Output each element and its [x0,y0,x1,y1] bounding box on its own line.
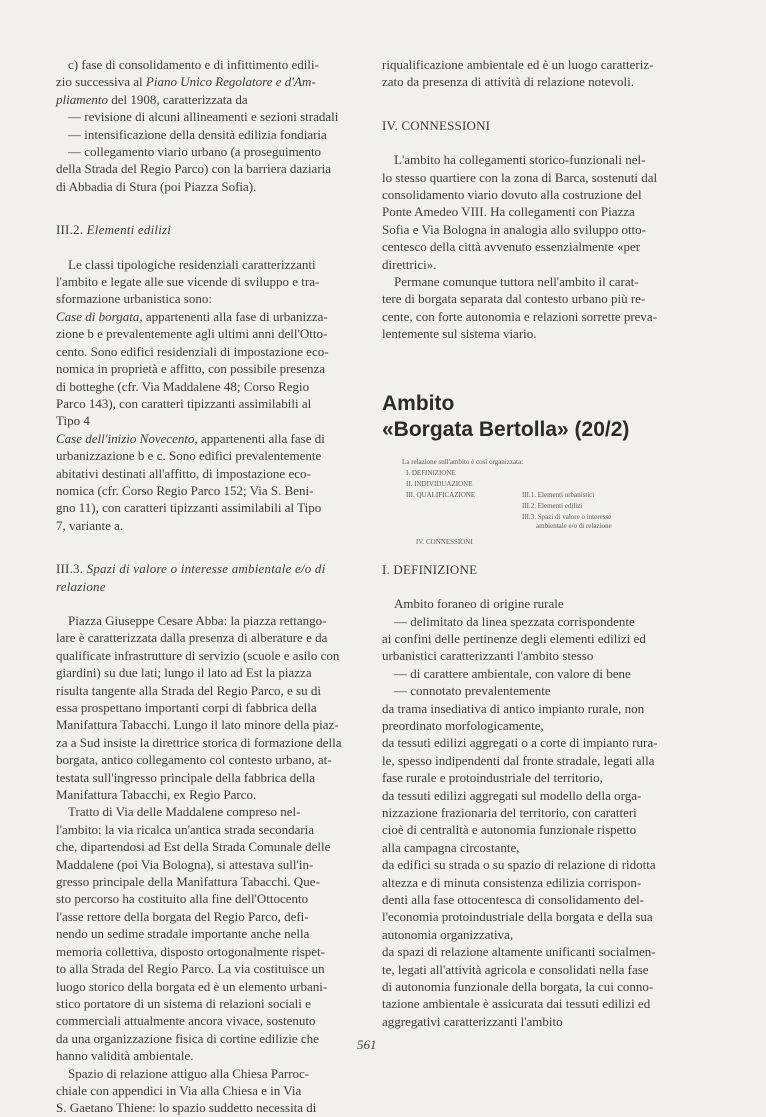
toc-item: III.3. Spazi di valore o interesse [522,512,612,521]
text-line: centesco della città avvenuto essenzialmente «per [382,239,641,255]
text-line: da edifici su strada o su spazio di relazione di ridotta [382,857,656,873]
text-line: Manifattura Tabacchi. Lungo il lato minore della piaz- [56,717,339,733]
text-line: gno 11), con caratteri tipizzanti assimilabili al Tipo [56,500,322,516]
section-heading-iii3-cont: relazione [56,578,106,594]
text-line: l'economia protoindustriale della borgata e della sua [382,909,653,925]
text-line: L'ambito ha collegamenti storico-funzionali nel- [394,152,646,168]
toc-item: III.1. Elementi urbanistici [522,490,595,499]
text-line: Parco 143), con caratteri tipizzanti assimilabili al [56,395,312,411]
iv-text [382,151,672,342]
text-line: tere di borgata separata dal contesto urbano più re- [382,291,646,307]
text-line: sformazione urbanistica sono: [56,291,212,307]
text-line: risulta tangente alla Strada del Regio Parco, e su di [56,682,321,698]
text-line: da tessuti edilizi aggregati sul modello della orga- [382,787,642,803]
text-line: luogo storico della borgata ed è un elemento urbani- [56,978,328,994]
left-column [56,56,346,1117]
text-line: fase rurale e protoindustriale del territorio, [382,770,603,786]
text-line: cente, con forte autonomia e relazioni sorrette preva- [382,308,658,324]
page-number: 561 [357,1037,377,1052]
text-line: giardini) su due lati; lungo il lato ad Est la piazza [56,665,312,681]
text-line: Spazio di relazione attiguo alla Chiesa Parroc- [68,1065,310,1081]
section-heading-iv: IV. CONNESSIONI [382,117,491,133]
text-line: da una organizzazione fisica di cortine edilizie che [56,1030,319,1046]
text-line: — delimitato da linea spezzata corrispondente [394,613,635,629]
text-line: to alla Strada del Regio Parco. La via costituisce un [56,961,325,977]
toc-item: ambientale e/o di relazione [536,521,612,530]
text-line: preordinato morfologicamente, [382,717,544,733]
text-line: Case dell'inizio Novecento, appartenenti alla fase di [56,430,325,446]
text-line: l'asse rettore della borgata del Regio Parco, defi- [56,908,309,924]
text-line: tazione ambientale è assicurata dai tessuti edilizi ed [382,996,651,1012]
text-line: le, spesso indipendenti dal fronte stradale, legati alla [382,752,655,768]
text-line: Sofia e Via Bologna in analogia allo sviluppo otto- [382,221,646,237]
right-column [382,56,672,1030]
text-line: denti alla fase ottocentesca di consolidamento del- [382,892,645,907]
text-line: Maddalene (poi Via Bologna), si attestava sull'in- [56,856,314,872]
text-line: da spazi di relazione altamente unificanti socialmen- [382,944,656,960]
text-line: 7, variante a. [56,517,124,533]
toc-intro: La relazione sull'ambito è così organizzata: [402,457,524,466]
text-line: memoria collettiva, disposto ortogonalmente rispet- [56,943,325,959]
text-line: lentemente sul sistema viario. [382,326,537,342]
section-heading-iii3: III.3. Spazi di valore o interesse ambientale e/o di [56,561,326,577]
text-line: S. Gaetano Thiene: lo spazio suddetto necessita di [56,1100,317,1116]
text-line: commerciali attualmente ancora vivace, sostenuto [56,1013,316,1029]
text-line: Permane comunque tuttora nell'ambito il carat- [394,274,639,290]
text-line: altezza e di minuta consistenza edilizia corrispon- [382,874,642,890]
text-line: Piazza Giuseppe Cesare Abba: la piazza rettango- [68,612,327,628]
text-line: di autonomia funzionale della borgata, la cui conno- [382,979,654,995]
text-line: da trama insediativa di antico impianto rurale, non [382,700,645,716]
toc-item: III.2. Elementi edilizi [522,501,583,510]
text-line: lare è caratterizzata dalla presenza di alberature e da [56,630,328,646]
ambito-subtitle: «Borgata Bertolla» (20/2) [382,417,630,441]
text-line: abitativi destinati all'affitto, di impostazione eco- [56,465,311,481]
text-line: direttrici». [382,256,437,272]
text-line: Le classi tipologiche residenziali caratterizzanti [68,256,316,272]
text-line: te, legati all'attività agricola e consolidati nella fase [382,961,649,977]
text-line: testata sull'ingresso principale della fabbrica della [56,769,315,785]
text-line: l'ambito e legate alle sue vicende di sviluppo e tra- [56,274,320,290]
text-line: sto percorso ha costituito alla fine dell'Ottocento [56,891,309,907]
text-line: stico portatore di un sistema di relazioni sociali e [56,995,311,1011]
text-line: urbanistici caratterizzanti l'ambito stesso [382,648,594,664]
text-line: zato da presenza di attività di relazione notevoli. [382,74,634,90]
text-line: di botteghe (cfr. Via Maddalene 48; Corso Regio [56,378,310,394]
text-line: nomica in proprietà e affitto, con possibile presenza [56,361,326,377]
text-line: nomica (cfr. Corso Regio Parco 152; Via S. Beni- [56,482,314,498]
text-line: l'ambito: la via ricalca un'antica strada secondaria [56,821,315,837]
toc-item: IV. CONNESSIONI [416,537,473,546]
text-line: qualificate infrastrutture di servizio (scuole e asilo con [56,647,340,663]
text-line: nendo un sedime stradale importante anche nella [56,926,310,942]
text-line: ai confini delle pertinenze degli elementi edilizi ed [382,630,646,646]
text-line: zione b e prevalentemente agli ultimi anni dell'Otto- [56,326,328,342]
text-line: essa prospettano importanti corpi di fabbrica della [56,700,317,715]
text-line: riqualificazione ambientale ed è un luogo caratteriz- [382,57,654,72]
text-line: da tessuti edilizi aggregati o a corte di impianto rura- [382,735,658,751]
text-line: Ambito foraneo di origine rurale [394,596,564,612]
text-line: di Abbadia di Stura (poi Piazza Sofia). [56,178,257,194]
text-line: aggregativi caratterizzanti l'ambito [382,1013,563,1029]
dash-item: — revisione di alcuni allineamenti e sezioni stradali [68,109,339,125]
text-line: Case di borgata, appartenenti alla fase di urbanizza- [56,308,328,324]
text-line: chiale con appendici in Via alla Chiesa e in Via [56,1082,302,1098]
table-of-contents [382,457,672,557]
text-line: Manifattura Tabacchi, ex Regio Parco. [56,787,257,803]
text-line: consolidamento viario dovuto alla costruzione del [382,187,642,203]
dash-item: — collegamento viario urbano (a proseguimento [68,144,322,160]
text-line: cioè di centralità e autonomia funzionale rispetto [382,822,637,838]
ambito-title: Ambito [382,391,455,415]
text-line: za a Sud insiste la direttrice storica di formazione della [56,734,342,750]
text-line: urbanizzazione b e c. Sono edifici prevalentemente [56,448,322,464]
text-line: nizzazione frazionaria del territorio, con caratteri [382,804,637,820]
section-heading-i: I. DEFINIZIONE [382,561,478,577]
paragraph-c-intro: c) fase di consolidamento e di infittimento edili- zio successiva al Piano Unico Regolatore e d'Am- pliamento del 1908, caratterizzata da [56,57,319,107]
toc-item: I. DEFINIZIONE [406,468,456,477]
text-line: cento. Sono edifici residenziali di impostazione eco- [56,343,329,359]
text-line: gresso principale della Manifattura Tabacchi. Que- [56,874,320,890]
toc-item: III. QUALIFICAZIONE [406,490,476,499]
text-line: alla campagna circostante, [382,839,520,855]
section-heading-iii2: III.2. Elementi edilizi [56,222,172,238]
text-line: Tratto di Via delle Maddalene compreso nel- [68,804,301,820]
text-line: che, dipartendosi ad Est della Strada Comunale delle [56,839,331,855]
text-line: autonomia organizzativa, [382,926,514,942]
iii3-text [56,612,346,1117]
i-text [382,595,672,1030]
text-line: hanno validità ambientale. [56,1048,194,1064]
text-line: Ponte Amedeo VIII. Ha collegamenti con Piazza [382,204,635,220]
text-line: borgata, antico collegamento col contesto urbano, at- [56,752,332,768]
toc-item: II. INDIVIDUAZIONE [406,479,473,488]
text-line: — di carattere ambientale, con valore di bene [394,665,631,681]
dash-item: — intensificazione della densità edilizia fondiaria [68,126,327,142]
text-line: della Strada del Regio Parco) con la barriera daziaria [56,161,332,177]
text-line: lo stesso quartiere con la zona di Barca, sostenuti dal [382,169,658,185]
text-line: Tipo 4 [56,413,90,429]
text-line: — connotato prevalentemente [394,683,551,699]
